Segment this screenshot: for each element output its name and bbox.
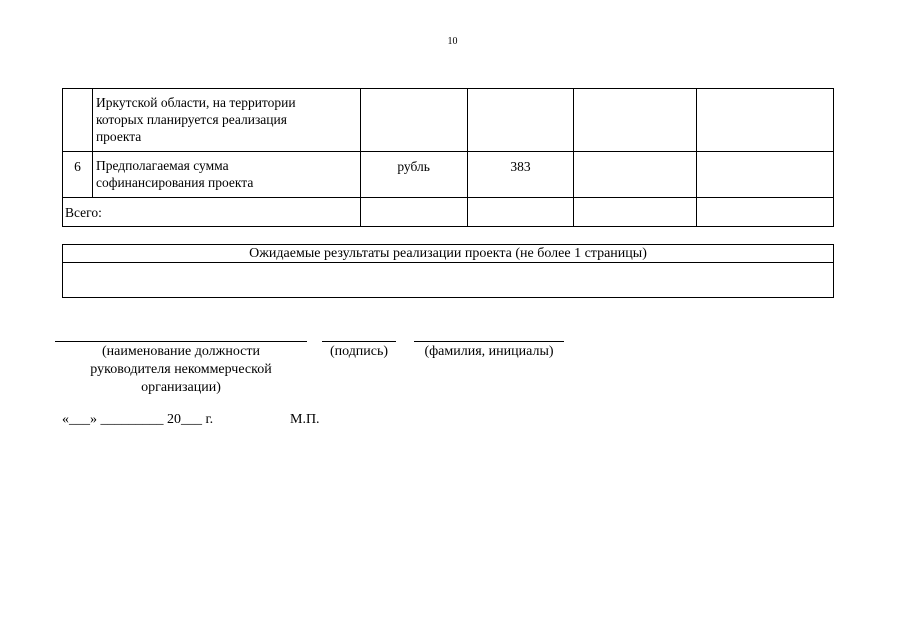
signature-caption: (подпись) (329, 344, 389, 359)
empty-cell (360, 198, 467, 227)
description-line: Иркутской области, на территории (95, 95, 296, 110)
description-line: которых планируется реализация (95, 112, 287, 127)
name-signature-line (414, 341, 564, 342)
row-number-cell: 6 (63, 152, 93, 198)
unit-cell (360, 89, 467, 152)
position-signature-line (55, 341, 307, 342)
caption-line: организации) (141, 380, 221, 395)
unit-cell: рубль (360, 152, 467, 198)
empty-cell (467, 198, 574, 227)
empty-cell (574, 198, 697, 227)
description-line: проекта (95, 129, 142, 144)
row-number-cell (63, 89, 93, 152)
date-line: «___» _________ 20___ г. (62, 412, 214, 427)
caption-line: руководителя некоммерческой (90, 362, 272, 377)
value-cell (467, 89, 574, 152)
caption-line: (наименование должности (101, 344, 261, 359)
empty-cell (574, 89, 697, 152)
expected-results-heading: Ожидаемые результаты реализации проекта (не более 1 страницы) (63, 245, 834, 263)
description-line: софинансирования проекта (95, 175, 254, 190)
empty-cell (574, 152, 697, 198)
empty-cell (697, 89, 834, 152)
value-cell: 383 (467, 152, 574, 198)
name-caption: (фамилия, инициалы) (424, 344, 554, 359)
description-line: Предполагаемая сумма (95, 158, 229, 173)
stamp-label: М.П. (290, 412, 320, 427)
page-number: 10 (447, 36, 458, 47)
empty-cell (697, 152, 834, 198)
table-row (63, 152, 834, 198)
expected-results-table (62, 244, 834, 298)
table-row-total (63, 198, 834, 227)
empty-cell (697, 198, 834, 227)
signature-line (322, 341, 396, 342)
project-info-table (62, 88, 834, 227)
table-row (63, 89, 834, 152)
row-description-cell (92, 89, 360, 152)
row-description-cell (92, 152, 360, 198)
position-caption (55, 343, 307, 397)
expected-results-field[interactable] (63, 263, 834, 298)
total-label: Всего: (63, 198, 361, 227)
